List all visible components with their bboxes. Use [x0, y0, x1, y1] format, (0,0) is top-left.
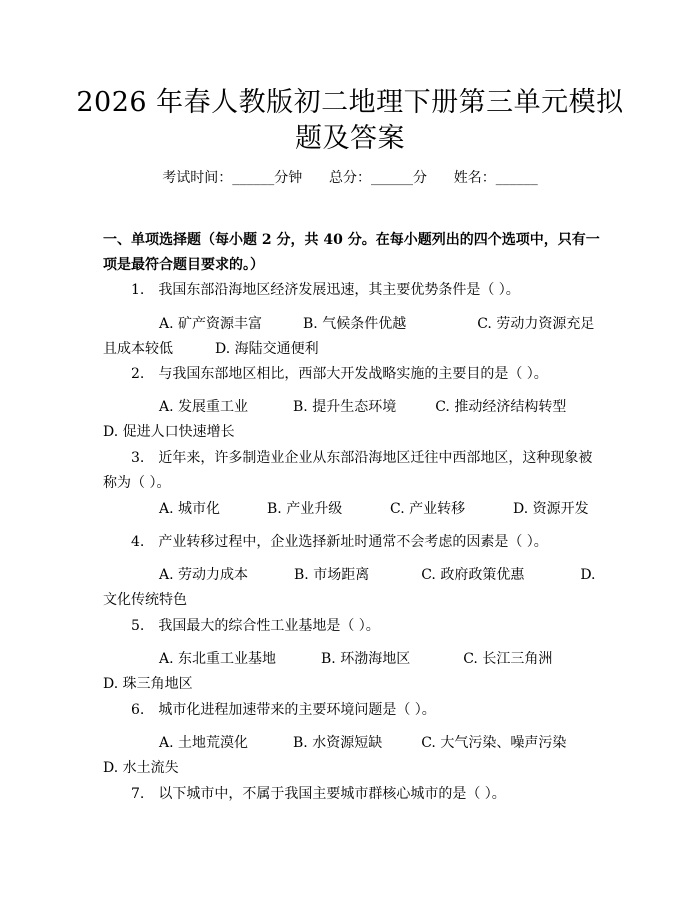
question-4-option-b: B. 市场距离	[294, 567, 370, 583]
question-4-option-cd-text: C. 政府政策优惠 D. 文化传统特色	[103, 567, 596, 608]
question-4-stem: 4. 产业转移过程中，企业选择新址时通常不会考虑的因素是（ ）。	[131, 534, 548, 550]
question-6-stem: 6. 城市化进程加速带来的主要环境问题是（ ）。	[131, 702, 436, 718]
question-2-option-a: A. 发展重工业	[159, 399, 249, 415]
question-1-options	[103, 312, 600, 362]
question-5-option-cd-text: C. 长江三角洲 D. 珠三角地区	[103, 651, 609, 692]
question-6-option-b: B. 水资源短缺	[293, 735, 383, 751]
question-6-option-a: A. 土地荒漠化	[159, 735, 249, 751]
question-3-option-d: D. 资源开发	[513, 501, 589, 517]
question-7-stem: 7. 以下城市中，不属于我国主要城市群核心城市的是（ ）。	[131, 786, 506, 802]
question-2-option-cd-text: C. 推动经济结构转型 D. 促进人口快速增长	[103, 399, 595, 440]
question-5-option-c-d	[103, 647, 609, 697]
question-2-options	[103, 395, 600, 445]
question-5-stem: 5. 我国最大的综合性工业基地是（ ）。	[131, 618, 380, 634]
question-6-options	[103, 731, 600, 781]
exam-meta-line: 考试时间：______分钟 总分：______分 姓名：______	[162, 170, 538, 186]
question-2-stem: 2. 与我国东部地区相比，西部大开发战略实施的主要目的是（ ）。	[131, 366, 548, 382]
question-3-option-b: B. 产业升级	[267, 501, 343, 517]
question-4-option-c-d	[103, 563, 600, 613]
question-1-option-a: A. 矿产资源丰富	[159, 316, 263, 332]
question-1-option-b: B. 气候条件优越	[303, 316, 407, 332]
question-3-option-c: C. 产业转移	[390, 501, 466, 517]
question-1-option-cd-text: C. 劳动力资源充足且成本较低 D. 海陆交通便利	[103, 316, 595, 357]
question-4-options	[103, 563, 600, 613]
question-3-option-a: A. 城市化	[159, 501, 221, 517]
question-5-option-a: A. 东北重工业基地	[159, 651, 277, 667]
question-3-stem: 3. 近年来，许多制造业企业从东部沿海地区迁往中西部地区，这种现象被称为（ ）。	[103, 450, 593, 491]
question-5-options	[103, 647, 609, 697]
document-title-line-2: 题及答案	[295, 123, 405, 154]
question-5-option-b: B. 环渤海地区	[321, 651, 411, 667]
question-6-option-cd-text: C. 大气污染、噪声污染 D. 水土流失	[103, 735, 595, 776]
question-2-option-b: B. 提升生态环境	[293, 399, 397, 415]
question-3-options	[103, 497, 600, 522]
question-1-option-c-d	[103, 312, 600, 362]
question-1-stem: 1. 我国东部沿海地区经济发展迅速，其主要优势条件是（ ）。	[131, 282, 520, 298]
section-heading: 一、单项选择题（每小题 2 分，共 40 分。在每小题列出的四个选项中，只有一项是最符合题目要求的。）	[103, 232, 600, 273]
document-title-line-1: 2026 年春人教版初二地理下册第三单元模拟	[76, 87, 624, 118]
question-4-option-a: A. 劳动力成本	[159, 567, 249, 583]
question-6-option-c-d	[103, 731, 600, 781]
question-2-option-c-d	[103, 395, 600, 445]
